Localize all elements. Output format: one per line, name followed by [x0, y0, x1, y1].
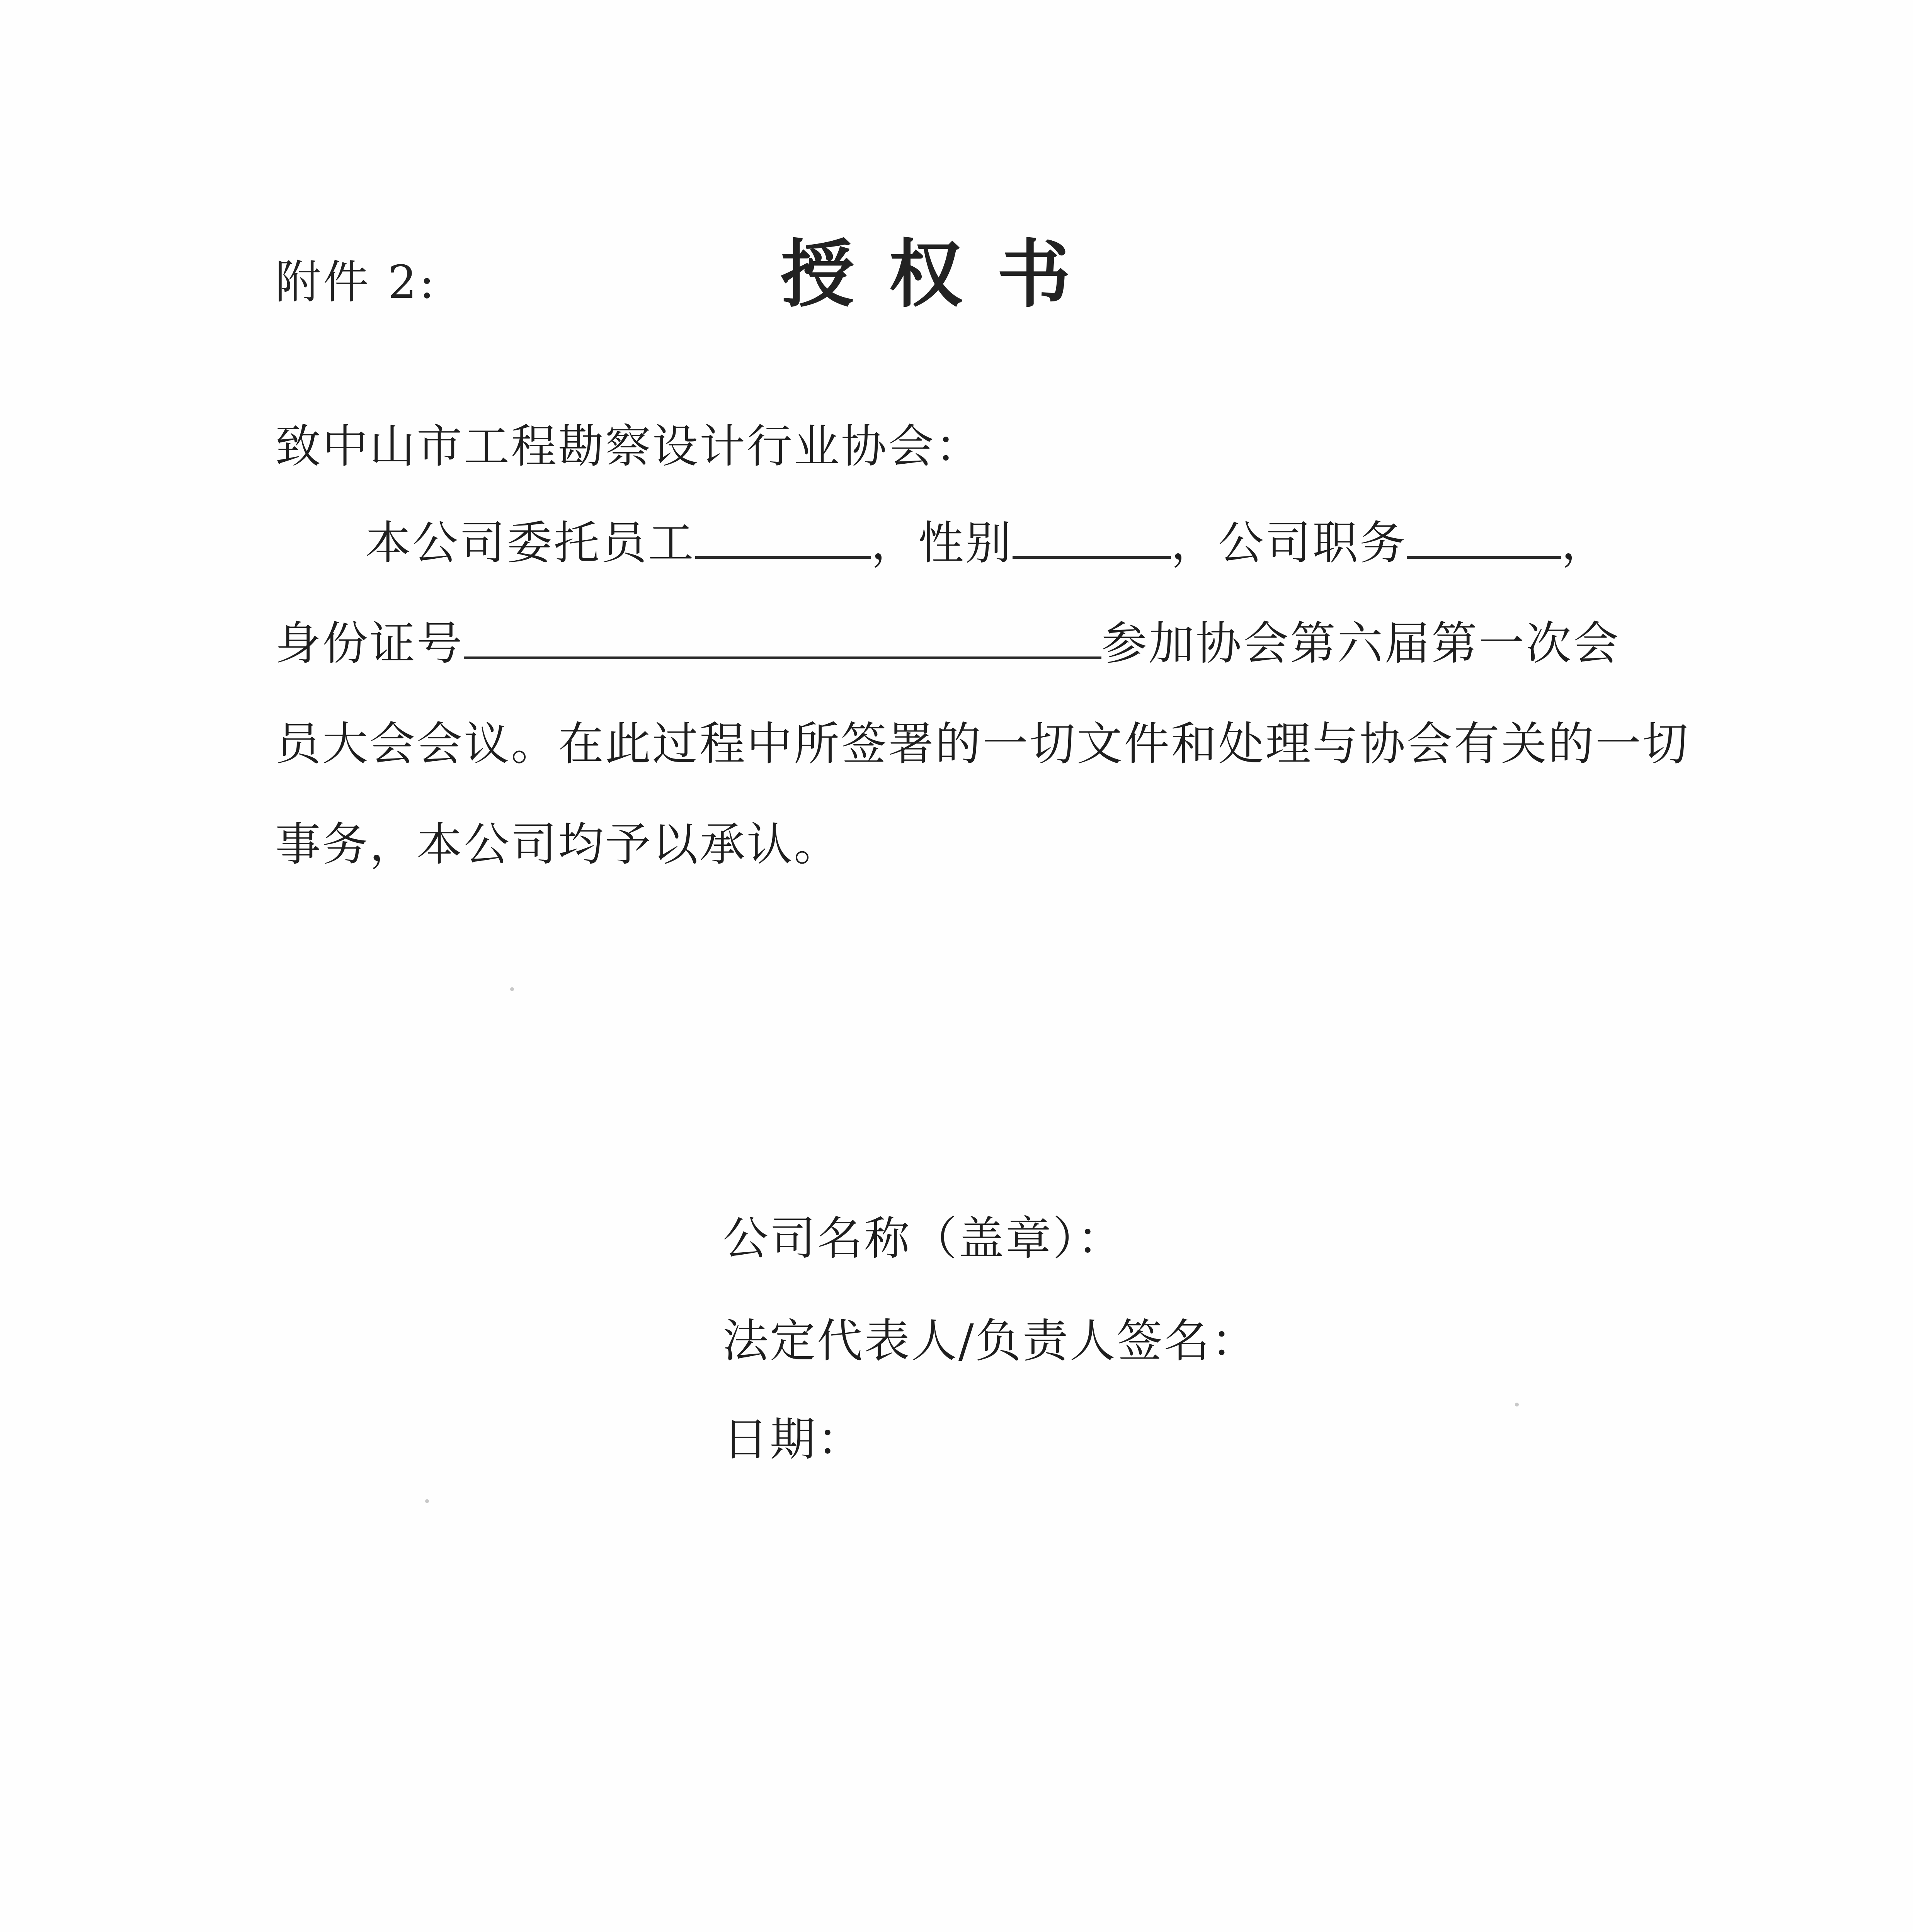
- scan-speck: [1515, 1403, 1519, 1406]
- paragraph-line-3: 员大会会议。在此过程中所签署的一切文件和处理与协会有关的一切: [275, 717, 1690, 770]
- document-title: 授权书: [781, 231, 1106, 317]
- scan-speck: [510, 987, 514, 991]
- legal-representative-signature-label: 法定代表人/负责人签名：: [723, 1314, 1258, 1367]
- paragraph-line-2: [275, 614, 1620, 672]
- date-label: 日期：: [723, 1413, 865, 1466]
- addressee-line: 致中山市工程勘察设计行业协会：: [275, 420, 983, 473]
- id-number-blank: [464, 616, 1101, 659]
- employee-name-blank: [695, 516, 871, 559]
- attachment-label: 附件 2:: [275, 255, 437, 309]
- position-blank: [1407, 516, 1561, 559]
- position-label: ，公司职务: [1171, 516, 1407, 570]
- company-name-seal-label: 公司名称（盖章）：: [723, 1212, 1125, 1265]
- gender-label: ，性别: [871, 516, 1013, 570]
- attend-meeting-text: 参加协会第六届第一次会: [1101, 617, 1620, 670]
- line1-comma: ，: [1561, 516, 1609, 570]
- paragraph-line-4: 事务，本公司均予以承认。: [275, 818, 841, 871]
- entrust-employee-text: 本公司委托员工: [365, 516, 696, 570]
- id-number-label: 身份证号: [275, 617, 464, 670]
- gender-blank: [1013, 516, 1171, 559]
- scan-speck: [425, 1499, 429, 1503]
- paragraph-line-1: [365, 514, 1608, 572]
